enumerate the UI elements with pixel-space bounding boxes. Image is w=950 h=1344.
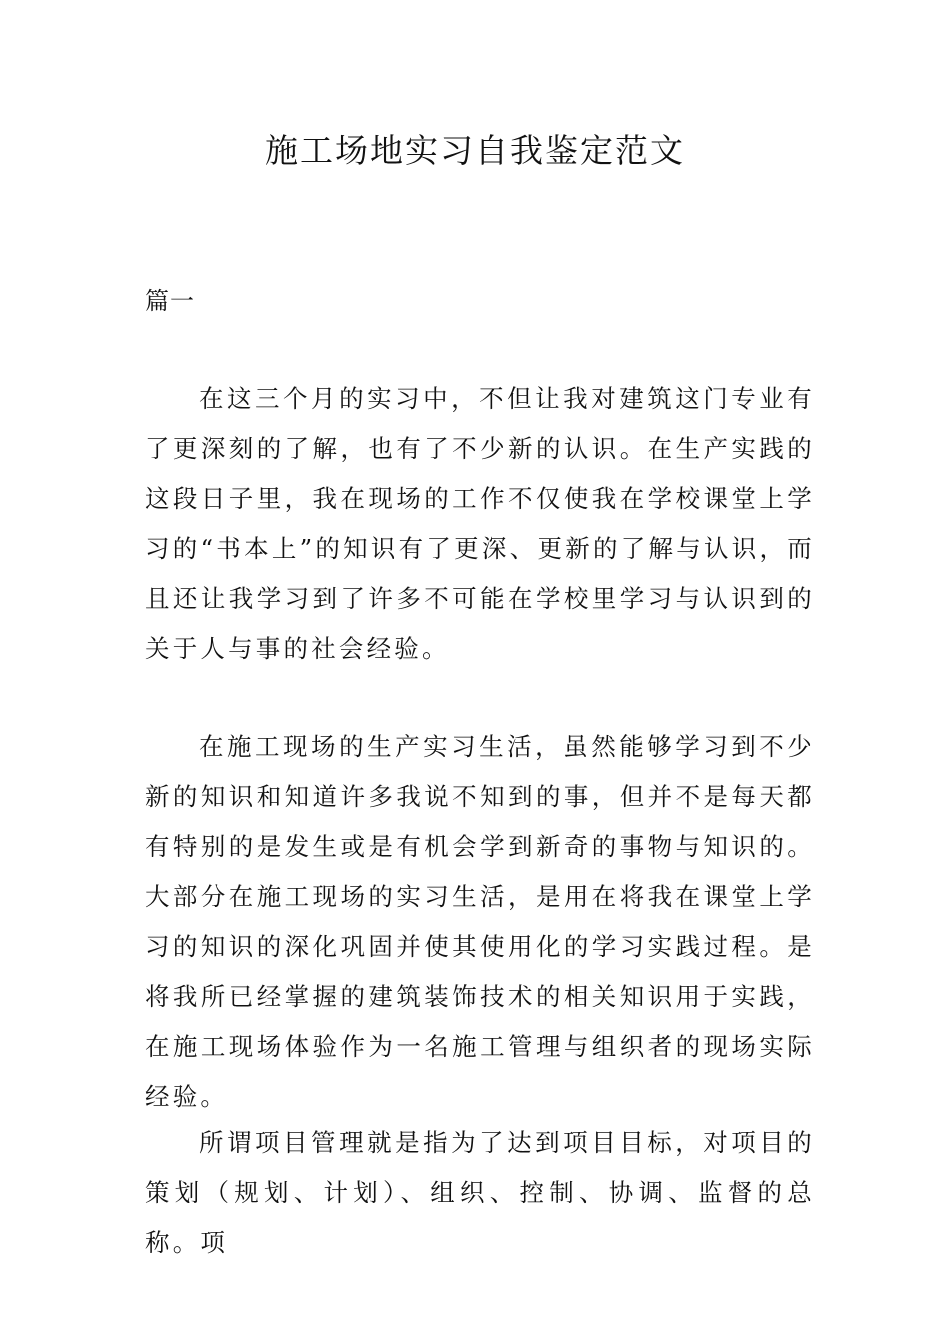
section-label: 篇一: [145, 287, 195, 315]
document-title: 施工场地实习自我鉴定范文: [265, 131, 685, 170]
body-paragraph-2: 在施工现场的生产实习生活，虽然能够学习到不少新的知识和知道许多我说不知到的事，但并不是每天都有特别的是发生或是有机会学到新奇的事物与知识的。大部分在施工现场的实习生活，是用在将我在课堂上学习的知识的深化巩固并使其使用化的学习实践过程。是将我所已经掌握的建筑装饰技术的相关知识用于实践，在施工现场体验作为一名施工管理与组织者的现场实际经验。: [145, 732, 815, 1111]
body-paragraph-1: 在这三个月的实习中，不但让我对建筑这门专业有了更深刻的了解，也有了不少新的认识。在生产实践的这段日子里，我在现场的工作不仅使我在学校课堂上学习的“书本上”的知识有了更深、更新的了解与认识，而且还让我学习到了许多不可能在学校里学习与认识到的关于人与事的社会经验。: [145, 384, 815, 663]
body-paragraph-3: 所谓项目管理就是指为了达到项目目标，对项目的策划（规划、计划）、组织、控制、协调、监督的总称。项: [145, 1128, 815, 1257]
